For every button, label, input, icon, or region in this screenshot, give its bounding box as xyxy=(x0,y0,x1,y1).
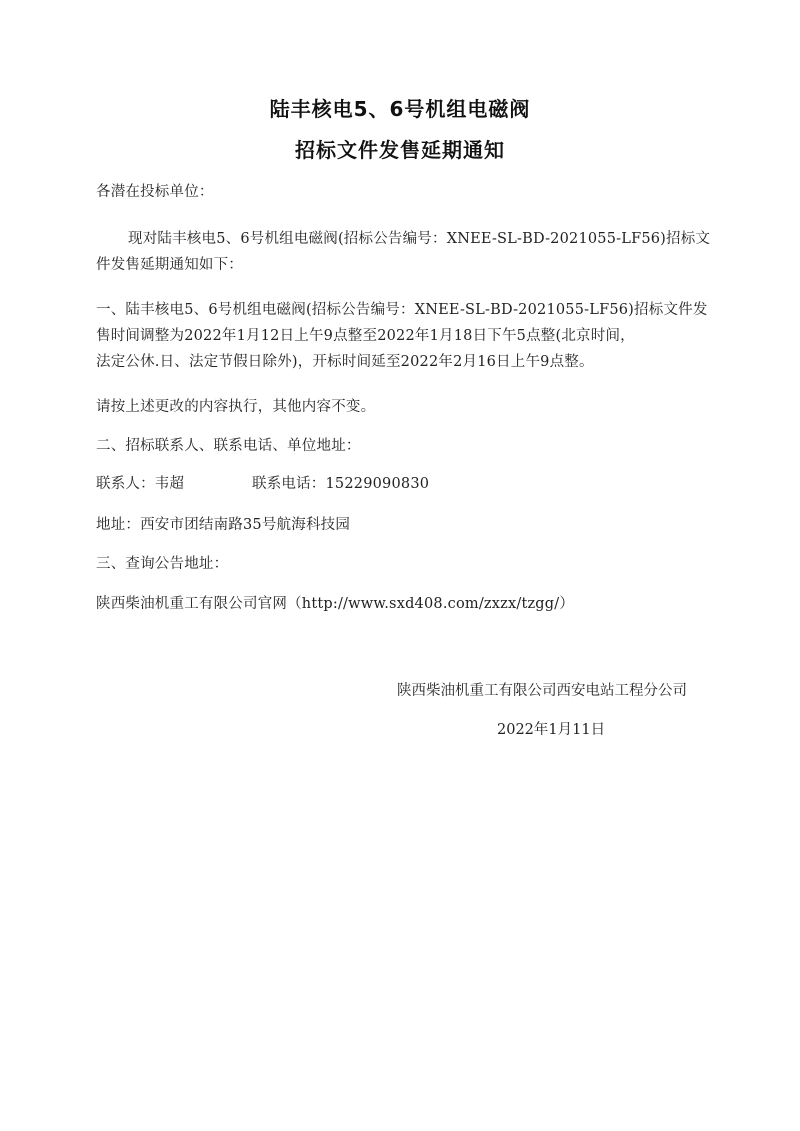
section2-heading: 二、招标联系人、联系电话、单位地址： xyxy=(96,438,361,454)
signature-date: 2022年1月11日 xyxy=(497,722,606,738)
signature-company: 陕西柴油机重工有限公司西安电站工程分公司 xyxy=(397,683,687,699)
document-title-line2: 招标文件发售延期通知 xyxy=(295,138,505,162)
intro-line1: 现对陆丰核电5、6号机组电磁阀(招标公告编号：XNEE-SL-BD-2021055-LF56)招标文 xyxy=(128,231,711,247)
section1-line2: 售时间调整为2022年1月12日上午9点整至2022年1月18日下午5点整(北京时间， xyxy=(96,328,635,344)
document-title-line1: 陆丰核电5、6号机组电磁阀 xyxy=(269,97,531,121)
intro-line2: 件发售延期通知如下： xyxy=(96,257,243,273)
address: 地址：西安市团结南路35号航海科技园 xyxy=(96,517,351,533)
note: 请按上述更改的内容执行，其他内容不变。 xyxy=(96,399,376,415)
section1-line1: 一、陆丰核电5、6号机组电磁阀(招标公告编号：XNEE-SL-BD-2021055-LF56)招标文件发 xyxy=(96,302,708,318)
section3-heading: 三、查询公告地址： xyxy=(96,556,229,572)
contact-person: 联系人：韦超 xyxy=(96,476,185,492)
website-link[interactable]: 陕西柴油机重工有限公司官网（http://www.sxd408.com/zxzx/tzgg/） xyxy=(96,596,575,612)
salutation: 各潜在投标单位： xyxy=(96,184,214,200)
section1-line3: 法定公休.日、法定节假日除外)，开标时间延至2022年2月16日上午9点整。 xyxy=(96,354,594,370)
contact-phone: 联系电话：15229090830 xyxy=(252,476,430,492)
